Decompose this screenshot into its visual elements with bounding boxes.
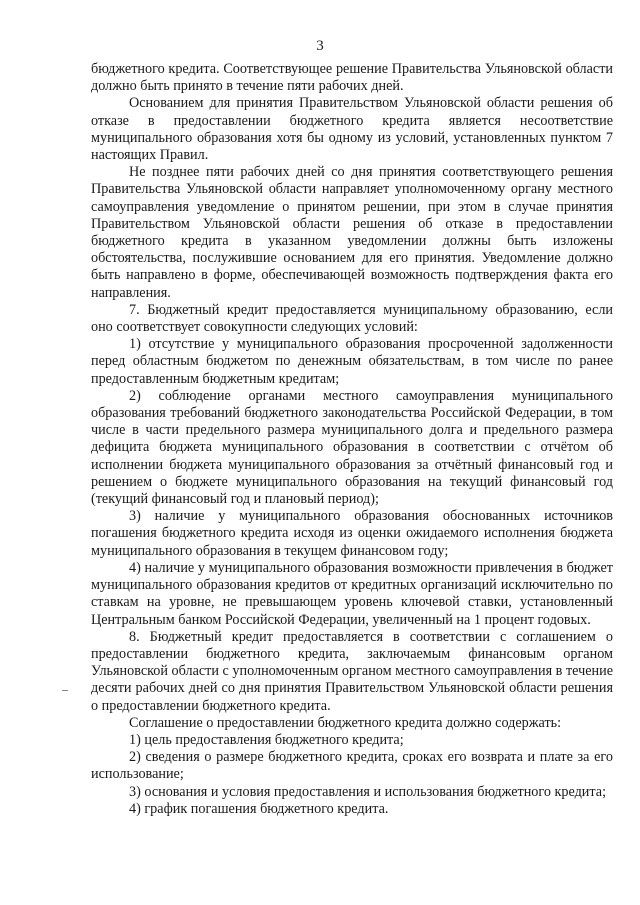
paragraph-agreement-item-4: 4) график погашения бюджетного кредита. (129, 800, 389, 817)
paragraph-notification: Не позднее пяти рабочих дней со дня принятия соответствующего решения Правительства Ульяновской области направляет уполномоченному органу местного самоуправления уведомление о принятом решении, при этом в случае принятия Правительством Ульяновской области решения об отказе в предоставлении бюджетного кредита в указанном уведомлении должны быть изложены обстоятельства, послужившие основанием для его принятия. Уведомление должно быть направлено в форме, обеспечивающей возможность подтверждения факта его направления. (91, 164, 613, 301)
page-number: 3 (316, 38, 324, 54)
document-body (91, 61, 613, 818)
paragraph-condition-4: 4) наличие у муниципального образования возможности привлечения в бюджет муниципального образования кредитов от кредитных организаций исключительно по ставкам на уровне, не превышающем уровень ключевой ставки, установленный Центральным банком Российской Федерации, увеличенный на 1 процент годовых. (91, 559, 613, 628)
paragraph-condition-3: 3) наличие у муниципального образования обоснованных источников погашения бюджетного кредита исходя из оценки ожидаемого исполнения бюджета муниципального образования в текущем финансовом году; (91, 508, 613, 559)
paragraph-continuation: бюджетного кредита. Соответствующее решение Правительства Ульяновской области должно быть принято в течение пяти рабочих дней. (91, 61, 613, 95)
paragraph-condition-2: 2) соблюдение органами местного самоуправления муниципального образования требований бюджетного законодательства Российской Федерации, в том числе в части предельного размера муниципального долга и предельного размера дефицита бюджета муниципального образования в соответствии с отчётом об исполнении бюджета муниципального образования за отчётный финансовый год и решением о бюджете муниципального образования на текущий финансовый год (текущий финансовый год и плановый период); (91, 387, 613, 508)
margin-mark (62, 690, 68, 691)
paragraph-agreement-item-2: 2) сведения о размере бюджетного кредита, сроках его возврата и плате за его использование; (91, 749, 613, 783)
paragraph-agreement-item-3: 3) основания и условия предоставления и использования бюджетного кредита; (129, 783, 607, 800)
paragraph-agreement-item-1: 1) цель предоставления бюджетного кредита; (129, 731, 404, 748)
paragraph-clause-7: 7. Бюджетный кредит предоставляется муниципальному образованию, если оно соответствует совокупности следующих условий: (91, 301, 613, 336)
paragraph-condition-1: 1) отсутствие у муниципального образования просроченной задолженности перед областным бюджетом по денежным обязательствам, в том числе по ранее предоставленным бюджетным кредитам; (91, 336, 613, 387)
paragraph-refusal-grounds: Основанием для принятия Правительством Ульяновской области решения об отказе в предоставлении бюджетного кредита является несоответствие муниципального образования хотя бы одному из условий, установленных пунктом 7 настоящих Правил. (91, 95, 613, 164)
paragraph-agreement-contents: Соглашение о предоставлении бюджетного кредита должно содержать: (129, 714, 562, 731)
paragraph-clause-8: 8. Бюджетный кредит предоставляется в соответствии с соглашением о предоставлении бюджетного кредита, заключаемым финансовым органом Ульяновской области с уполномоченным органом местного самоуправления в течение десяти рабочих дней со дня принятия Правительством Ульяновской области решения о предоставлении бюджетного кредита. (91, 628, 613, 714)
